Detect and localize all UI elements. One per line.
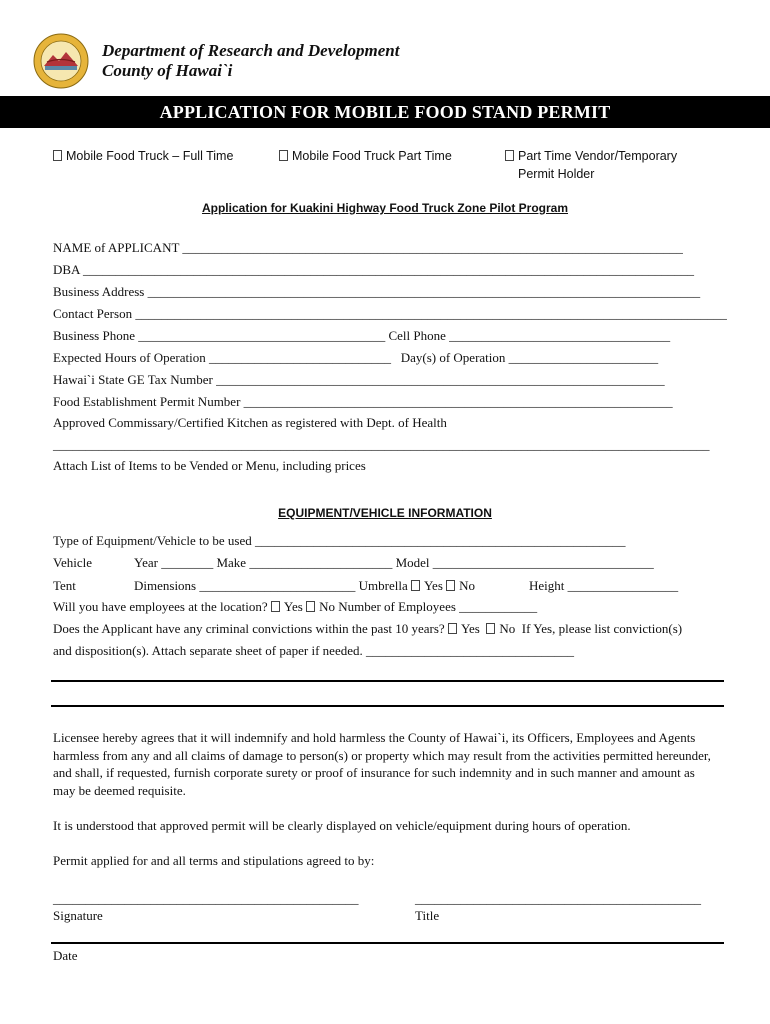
tent-details-row[interactable]: Dimensions ________________________ Umbrella Yes No [134, 578, 476, 593]
hours-row[interactable] [53, 350, 658, 366]
criminal-row[interactable]: Does the Applicant have any criminal convictions within the past 10 years? Yes No If Yes, please list conviction(s) [53, 621, 683, 636]
checkbox-umbrella-yes[interactable] [411, 580, 420, 591]
applicant-name-row[interactable] [53, 240, 683, 256]
department-name: Department of Research and Development [102, 41, 400, 60]
checkbox-criminal-no[interactable] [486, 623, 495, 634]
height-line[interactable]: _________________ [567, 578, 679, 593]
disposition-label: and disposition(s). Attach separate sheet of paper if needed. [53, 643, 363, 658]
date-divider [51, 942, 724, 944]
business-address-row[interactable] [53, 284, 700, 300]
program-heading: Application for Kuakini Highway Food Truck Zone Pilot Program [201, 201, 569, 215]
signature-line[interactable]: _______________________________________________ [53, 891, 359, 906]
disposition-row[interactable] [53, 643, 574, 659]
checkbox-temporary[interactable] [505, 150, 514, 161]
indemnity-paragraph: Licensee hereby agrees that it will indemnify and hold harmless the County of Hawai`i, its Officers, Employees and Agents harmless from any and all claims of damage to person(s) or property which may result from the activities permitted hereunder, and shall, if requested, furnish corporate surety or proof of insurance for such indemnity and in such manner and amount as may be deemed requisite. [53, 730, 711, 798]
checkbox-employees-yes[interactable] [271, 601, 280, 612]
title-line[interactable]: ____________________________________________ [415, 891, 701, 906]
dba-row[interactable] [53, 262, 694, 278]
hours-label: Expected Hours of Operation [53, 350, 206, 365]
cell-phone-line[interactable]: __________________________________ [449, 328, 671, 343]
equipment-type-row[interactable] [53, 533, 625, 549]
height-label: Height [529, 578, 565, 593]
permit-option-part-time[interactable]: Mobile Food Truck Part Time [279, 149, 452, 163]
county-name: County of Hawai`i [102, 61, 233, 80]
applicant-name-line[interactable]: _____________________________________________________________________________ [182, 240, 683, 255]
business-address-label: Business Address [53, 284, 145, 299]
checkbox-criminal-yes[interactable] [448, 623, 457, 634]
year-line[interactable]: ________ [161, 555, 214, 570]
vehicle-details-row[interactable] [134, 555, 654, 571]
date-label: Date [53, 948, 78, 963]
permit-option-temporary[interactable]: Part Time Vendor/Temporary [505, 149, 677, 163]
county-seal-logo [33, 33, 89, 89]
criminal-if-yes: If Yes, please list conviction(s) [521, 621, 683, 636]
commissary-line[interactable]: _____________________________________________________________________________________________________ [53, 437, 710, 452]
checkbox-part-time[interactable] [279, 150, 288, 161]
employees-question: Will you have employees at the location? [53, 599, 268, 614]
title-label: Title [415, 908, 440, 923]
checkbox-employees-no[interactable] [306, 601, 315, 612]
ge-tax-line[interactable]: _____________________________________________________________________ [216, 372, 665, 387]
cell-phone-label: Cell Phone [388, 328, 446, 343]
hours-line[interactable]: ____________________________ [208, 350, 391, 365]
dba-line[interactable]: ______________________________________________________________________________________________ [82, 262, 694, 277]
food-permit-row[interactable] [53, 394, 673, 410]
divider-bottom [51, 705, 724, 707]
business-phone-line[interactable]: ______________________________________ [138, 328, 386, 343]
business-address-line[interactable]: _____________________________________________________________________________________ [147, 284, 701, 299]
permit-option-temporary-line2: Permit Holder [518, 167, 595, 181]
contact-person-label: Contact Person [53, 306, 133, 321]
contact-person-line[interactable]: ___________________________________________________________________________________________ [135, 306, 727, 321]
make-label: Make [216, 555, 247, 570]
dimensions-label: Dimensions [134, 578, 197, 593]
food-permit-line[interactable]: __________________________________________________________________ [243, 394, 673, 409]
applicant-name-label: NAME of APPLICANT [53, 240, 180, 255]
equipment-type-label: Type of Equipment/Vehicle to be used [53, 533, 252, 548]
num-employees-label: Number of Employees [338, 599, 456, 614]
umbrella-label: Umbrella [358, 578, 408, 593]
signature-label: Signature [53, 908, 103, 923]
checkbox-umbrella-no[interactable] [446, 580, 455, 591]
model-line[interactable]: __________________________________ [432, 555, 654, 570]
ge-tax-label: Hawai`i State GE Tax Number [53, 372, 213, 387]
form-title: APPLICATION FOR MOBILE FOOD STAND PERMIT [159, 101, 611, 122]
form-title-bar [0, 96, 770, 128]
make-line[interactable]: ______________________ [249, 555, 393, 570]
year-label: Year [134, 555, 158, 570]
attach-list-note: Attach List of Items to be Vended or Menu, including prices [53, 458, 366, 473]
height-row[interactable] [529, 578, 678, 594]
checkbox-full-time[interactable] [53, 150, 62, 161]
ge-tax-row[interactable] [53, 372, 665, 388]
phone-row[interactable] [53, 328, 670, 344]
permit-option-full-time[interactable]: Mobile Food Truck – Full Time [53, 149, 233, 163]
employees-row[interactable]: Will you have employees at the location? Yes No Number of Employees ____________ [53, 599, 538, 614]
equipment-type-line[interactable]: _________________________________________________________ [254, 533, 626, 548]
contact-person-row[interactable] [53, 306, 727, 322]
business-phone-label: Business Phone [53, 328, 135, 343]
commissary-label: Approved Commissary/Certified Kitchen as registered with Dept. of Health [53, 415, 447, 430]
disposition-line[interactable]: ________________________________ [365, 643, 574, 658]
display-paragraph: It is understood that approved permit will be clearly displayed on vehicle/equipment during hours of operation. [53, 818, 631, 833]
days-line[interactable]: _______________________ [508, 350, 659, 365]
days-label: Day(s) of Operation [400, 350, 506, 365]
model-label: Model [395, 555, 430, 570]
agreement-paragraph: Permit applied for and all terms and stipulations agreed to by: [53, 853, 375, 868]
tent-label: Tent [53, 578, 76, 593]
equipment-heading: EQUIPMENT/VEHICLE INFORMATION [278, 506, 492, 520]
num-employees-line[interactable]: ____________ [459, 599, 538, 614]
criminal-question: Does the Applicant have any criminal convictions within the past 10 years? [53, 621, 445, 636]
dba-label: DBA [53, 262, 80, 277]
dimensions-line[interactable]: ________________________ [199, 578, 356, 593]
vehicle-label: Vehicle [53, 555, 92, 570]
food-permit-label: Food Establishment Permit Number [53, 394, 241, 409]
divider-top [51, 680, 724, 682]
